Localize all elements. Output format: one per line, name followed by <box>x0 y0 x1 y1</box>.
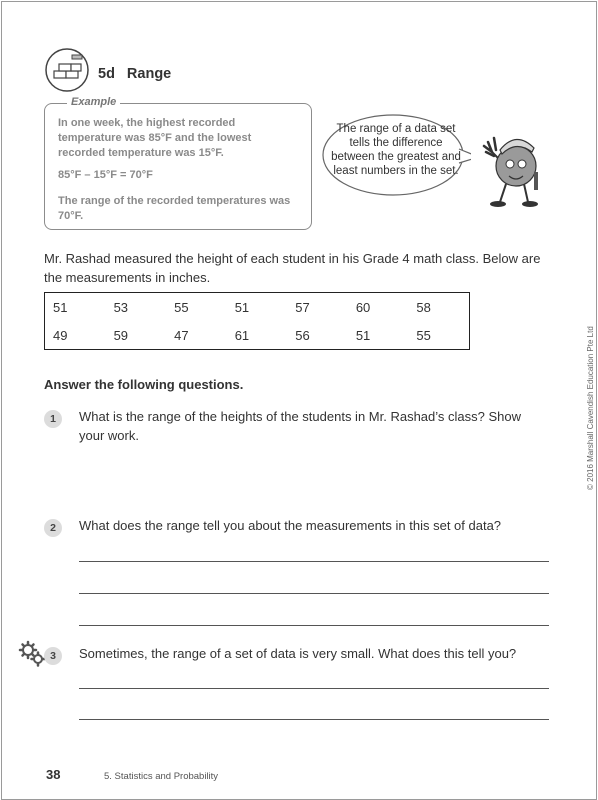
answer-line[interactable] <box>79 561 549 562</box>
question-text-3: Sometimes, the range of a set of data is very small. What does this tell you? <box>79 646 517 661</box>
answer-line[interactable] <box>79 593 549 594</box>
lesson-title <box>98 66 171 82</box>
example-text-1: In one week, the highest recorded temperature was 85°F and the lowest recorded temperature was 15°F. <box>58 117 252 159</box>
copyright-notice: © 2016 Marshall Cavendish Education Pte Ltd <box>586 326 595 490</box>
table-cell: 58 <box>416 299 431 315</box>
table-row <box>45 321 470 350</box>
example-box <box>44 96 312 230</box>
lesson-number: 5d <box>98 66 115 82</box>
table-cell: 60 <box>355 299 371 315</box>
example-label: Example <box>67 96 120 108</box>
table-cell: 55 <box>174 299 189 315</box>
question-number-1: 1 <box>44 410 62 428</box>
mascot-icon <box>482 128 544 208</box>
table-cell: 61 <box>234 327 250 343</box>
page-number: 38 <box>46 767 61 782</box>
question-number-2: 2 <box>44 519 62 537</box>
table-cell: 47 <box>174 327 189 343</box>
section-heading: Answer the following questions. <box>44 377 244 392</box>
lesson-name: Range <box>126 66 172 82</box>
example-text-2: 85°F – 15°F = 70°F <box>58 169 153 181</box>
answer-line[interactable] <box>79 625 549 626</box>
intro-paragraph: Mr. Rashad measured the height of each student in his Grade 4 math class. Below are the measurements in inches. <box>44 251 541 285</box>
table-cell: 53 <box>113 299 129 315</box>
question-number-3: 3 <box>44 647 62 665</box>
example-text-3: The range of the recorded temperatures was 70°F. <box>58 195 291 222</box>
speech-bubble-text: The range of a data set tells the difference between the greatest and least numbers in the set. <box>331 123 461 177</box>
gears-icon <box>18 640 46 668</box>
table-row <box>45 293 470 322</box>
table-cell: 51 <box>355 327 371 343</box>
table-cell: 55 <box>416 327 431 343</box>
table-cell: 49 <box>53 327 68 343</box>
answer-line[interactable] <box>79 688 549 689</box>
measurements-table <box>44 292 470 350</box>
table-cell: 59 <box>113 327 129 343</box>
answer-line[interactable] <box>79 719 549 720</box>
bricks-logo-icon <box>44 47 90 93</box>
question-text-1: What is the range of the heights of the students in Mr. Rashad’s class? Show your work. <box>79 409 522 443</box>
chapter-label: 5. Statistics and Probability <box>104 771 219 782</box>
question-text-2: What does the range tell you about the measurements in this set of data? <box>79 518 502 533</box>
table-cell: 57 <box>295 299 310 315</box>
table-cell: 56 <box>295 327 310 343</box>
table-cell: 51 <box>53 299 68 315</box>
table-cell: 51 <box>234 299 250 315</box>
